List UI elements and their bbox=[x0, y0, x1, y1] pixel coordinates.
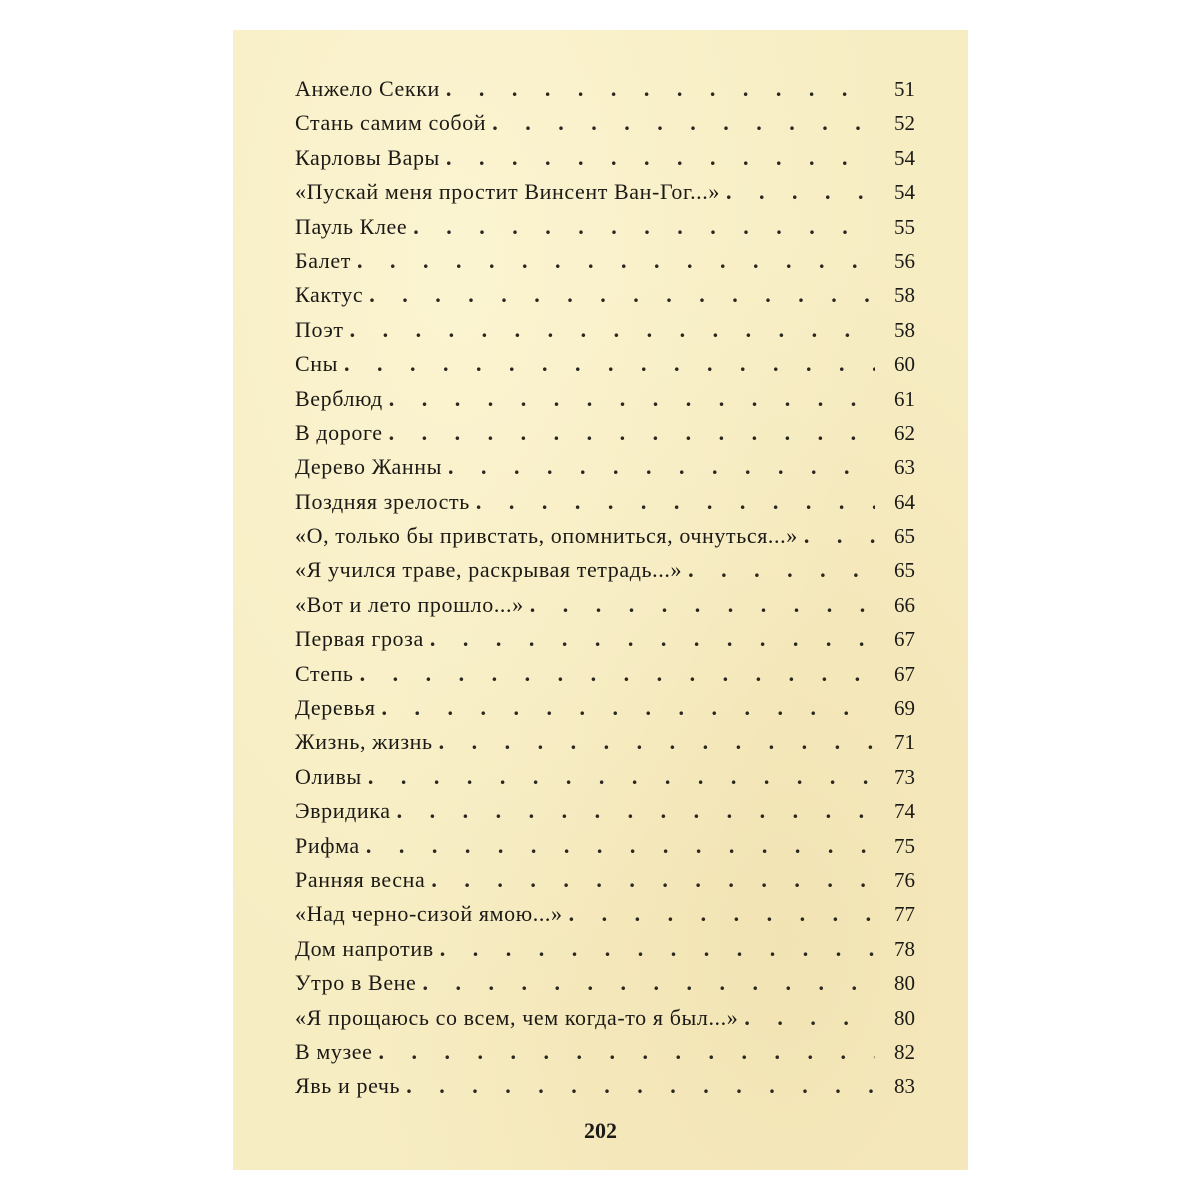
toc-entry bbox=[295, 214, 915, 248]
toc-entry-page: 83 bbox=[894, 1074, 915, 1099]
toc-entry-title: «Я учился траве, раскрывая тетрадь...» bbox=[295, 557, 683, 583]
toc-entry bbox=[295, 1005, 915, 1039]
toc-entry bbox=[295, 833, 915, 867]
dot-leader bbox=[476, 489, 875, 515]
dot-leader bbox=[688, 557, 875, 583]
toc-entry-page: 62 bbox=[894, 420, 915, 445]
dot-leader bbox=[448, 454, 875, 480]
toc-entry bbox=[295, 729, 915, 763]
toc-entry bbox=[295, 110, 915, 144]
toc-entry-page: 76 bbox=[894, 867, 915, 892]
toc-entry-title: Сны bbox=[295, 351, 339, 377]
toc-entry bbox=[295, 317, 915, 351]
toc-entry-page: 63 bbox=[894, 455, 915, 480]
toc-entry bbox=[295, 76, 915, 110]
table-of-contents bbox=[295, 76, 915, 1108]
dot-leader bbox=[350, 317, 875, 343]
toc-entry bbox=[295, 420, 915, 454]
toc-entry bbox=[295, 282, 915, 316]
toc-entry bbox=[295, 970, 915, 1004]
toc-entry bbox=[295, 1073, 915, 1107]
dot-leader bbox=[440, 936, 875, 962]
toc-entry-title: «Над черно-сизой ямою...» bbox=[295, 901, 563, 927]
toc-entry-page: 54 bbox=[894, 180, 915, 205]
toc-entry-page: 58 bbox=[894, 283, 915, 308]
toc-entry-page: 65 bbox=[894, 524, 915, 549]
toc-entry-page: 67 bbox=[894, 627, 915, 652]
toc-entry bbox=[295, 386, 915, 420]
toc-entry-page: 71 bbox=[894, 730, 915, 755]
toc-entry bbox=[295, 1039, 915, 1073]
toc-entry-title: Жизнь, жизнь bbox=[295, 729, 433, 755]
toc-entry-page: 54 bbox=[894, 145, 915, 170]
toc-entry bbox=[295, 695, 915, 729]
toc-entry-page: 77 bbox=[894, 902, 915, 927]
toc-entry-title: Пауль Клее bbox=[295, 213, 408, 239]
toc-entry bbox=[295, 626, 915, 660]
toc-entry-page: 55 bbox=[894, 214, 915, 239]
toc-entry-title: «Пускай меня простит Винсент Ван-Гог...» bbox=[295, 179, 720, 205]
page-number: 202 bbox=[584, 1118, 617, 1143]
toc-entry bbox=[295, 592, 915, 626]
dot-leader bbox=[744, 1005, 875, 1031]
dot-leader bbox=[726, 179, 875, 205]
toc-entry-title: Деревья bbox=[295, 695, 376, 721]
toc-entry-title: В дороге bbox=[295, 419, 383, 445]
toc-entry-page: 78 bbox=[894, 936, 915, 961]
toc-entry bbox=[295, 351, 915, 385]
toc-entry bbox=[295, 145, 915, 179]
dot-leader bbox=[413, 214, 875, 240]
toc-entry bbox=[295, 936, 915, 970]
toc-entry-page: 61 bbox=[894, 386, 915, 411]
toc-entry-page: 80 bbox=[894, 1005, 915, 1030]
toc-entry-title: Анжело Секки bbox=[295, 76, 440, 101]
toc-entry bbox=[295, 661, 915, 695]
toc-entry-page: 60 bbox=[894, 352, 915, 377]
toc-entry-page: 66 bbox=[894, 592, 915, 617]
toc-entry bbox=[295, 523, 915, 557]
toc-entry-title: Ранняя весна bbox=[295, 866, 426, 892]
dot-leader bbox=[369, 282, 875, 308]
toc-entry-title: Явь и речь bbox=[295, 1073, 401, 1099]
toc-entry-title: Первая гроза bbox=[295, 626, 424, 652]
toc-entry-title: Поздняя зрелость bbox=[295, 488, 470, 514]
dot-leader bbox=[530, 592, 875, 618]
toc-entry-title: «Вот и лето прошло...» bbox=[295, 591, 524, 617]
book-page bbox=[233, 30, 968, 1170]
toc-entry-title: «Я прощаюсь со всем, чем когда-то я был...» bbox=[295, 1004, 739, 1030]
dot-leader bbox=[422, 970, 875, 996]
toc-entry-page: 69 bbox=[894, 696, 915, 721]
toc-entry bbox=[295, 557, 915, 591]
dot-leader bbox=[804, 523, 875, 549]
dot-leader bbox=[431, 867, 875, 893]
dot-leader bbox=[492, 110, 875, 136]
toc-entry-page: 64 bbox=[894, 489, 915, 514]
toc-entry bbox=[295, 798, 915, 832]
toc-entry-title: Верблюд bbox=[295, 385, 383, 411]
dot-leader bbox=[389, 386, 875, 412]
toc-entry-title: Кактус bbox=[295, 282, 364, 308]
dot-leader bbox=[379, 1039, 875, 1065]
toc-entry-page: 52 bbox=[894, 111, 915, 136]
toc-entry-page: 80 bbox=[894, 971, 915, 996]
toc-entry-title: Эвридика bbox=[295, 798, 391, 824]
dot-leader bbox=[389, 420, 875, 446]
toc-entry bbox=[295, 901, 915, 935]
toc-entry-title: Дом напротив bbox=[295, 935, 434, 961]
toc-entry-page: 56 bbox=[894, 248, 915, 273]
dot-leader bbox=[569, 901, 875, 927]
toc-entry-page: 58 bbox=[894, 317, 915, 342]
dot-leader bbox=[366, 833, 875, 859]
toc-entry-page: 51 bbox=[894, 77, 915, 101]
toc-entry-title: Рифма bbox=[295, 832, 360, 858]
dot-leader bbox=[430, 626, 875, 652]
toc-entry-title: Утро в Вене bbox=[295, 970, 417, 996]
toc-entry-page: 82 bbox=[894, 1039, 915, 1064]
dot-leader bbox=[382, 695, 875, 721]
toc-entry-page: 74 bbox=[894, 799, 915, 824]
dot-leader bbox=[406, 1073, 875, 1099]
toc-entry-page: 75 bbox=[894, 833, 915, 858]
toc-entry bbox=[295, 489, 915, 523]
toc-entry bbox=[295, 454, 915, 488]
dot-leader bbox=[439, 729, 875, 755]
toc-entry-title: Дерево Жанны bbox=[295, 454, 442, 480]
toc-entry-page: 65 bbox=[894, 558, 915, 583]
dot-leader bbox=[344, 351, 875, 377]
toc-entry-page: 73 bbox=[894, 764, 915, 789]
dot-leader bbox=[397, 798, 875, 824]
dot-leader bbox=[446, 145, 875, 171]
dot-leader bbox=[368, 764, 875, 790]
toc-entry-title: Поэт bbox=[295, 316, 344, 342]
toc-entry bbox=[295, 867, 915, 901]
toc-entry-title: В музее bbox=[295, 1038, 373, 1064]
toc-entry bbox=[295, 179, 915, 213]
dot-leader bbox=[357, 248, 875, 274]
dot-leader bbox=[446, 76, 875, 102]
toc-entry-title: «О, только бы привстать, опомниться, очнуться...» bbox=[295, 523, 798, 549]
dot-leader bbox=[360, 661, 875, 687]
toc-entry-title: Карловы Вары bbox=[295, 144, 440, 170]
toc-entry-title: Балет bbox=[295, 247, 351, 273]
toc-entry-title: Оливы bbox=[295, 763, 362, 789]
toc-entry-title: Стань самим собой bbox=[295, 110, 487, 136]
toc-entry bbox=[295, 764, 915, 798]
toc-entry-title: Степь bbox=[295, 660, 354, 686]
toc-entry bbox=[295, 248, 915, 282]
toc-entry-page: 67 bbox=[894, 661, 915, 686]
